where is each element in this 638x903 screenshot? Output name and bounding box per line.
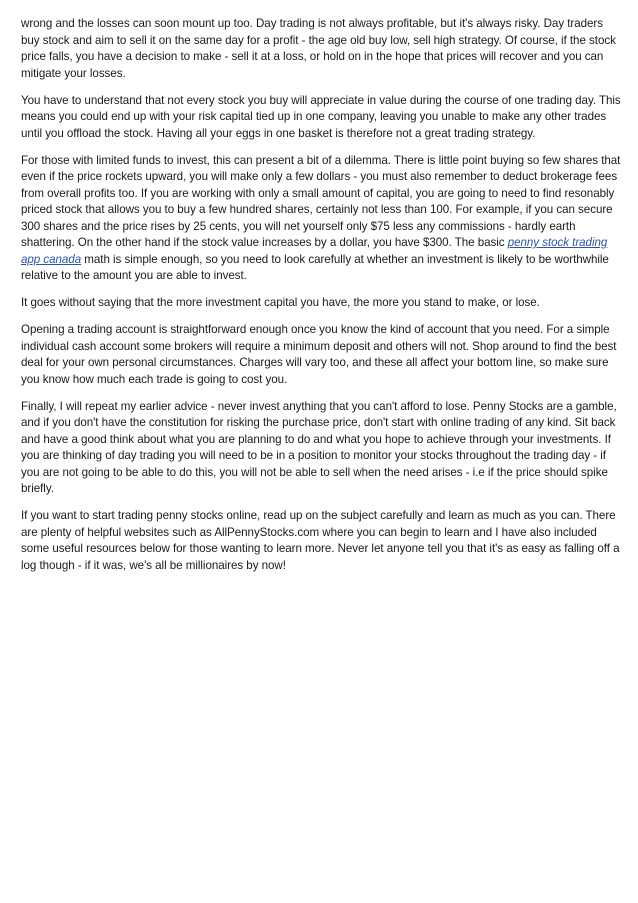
paragraph-opening-account: Opening a trading account is straightforward enough once you know the kind of account that you need. For a simple individual cash account some brokers will require a minimum deposit and others will not. Shop around to find the best deal for your own personal circumstances. Charges will vary too, and these all affect your bottom line, so make sure you know how much each trade is going to cost you. [21,323,617,386]
document-page [21,16,621,585]
paragraph-limited-funds [21,153,621,285]
paragraph-start-trading: If you want to start trading penny stocks online, read up on the subject carefully and learn as much as you can. There are plenty of helpful websites such as AllPennyStocks.com where you can begin to learn and I have also included some useful resources below for those wanting to learn more. Never let anyone tell you that it's as easy as falling off a log though - if it was, we's all be millionaires by now! [21,509,620,572]
paragraph-day-trading-risk: wrong and the losses can soon mount up too. Day trading is not always profitable, but it's always risky. Day traders buy stock and aim to sell it on the same day for a profit - the age old buy low, sell high strategy. Of course, if the stock price falls, you have a decision to make - sell it at a loss, or hold on in the hope that prices will recover and you can mitigate your losses. [21,17,616,80]
paragraph-text-before-link: For those with limited funds to invest, this can present a bit of a dilemma. There is little point buying so few shares that even if the price rockets upward, you will make only a few dollars - you must also remember to deduct brokerage fees from overall profits too. If you are working with only a small amount of capital, you are going to need to find resonably priced stock that allows you to buy a few hundred shares, certainly not less than 100. For example, if you can secure 300 shares and the price rises by 25 cents, you will net yourself only $75 less any commissions - hardly earth shattering. On the other hand if the stock value increases by a dollar, you have $300. The basic [21,153,621,249]
paragraph-final-advice: Finally, I will repeat my earlier advice - never invest anything that you can't afford to lose. Penny Stocks are a gamble, and if you don't have the constitution for risking the purchase price, don't start with online trading of any kind. Sit back and have a good think about what you are planning to do and what you hope to achieve through your investments. If you are thinking of day trading you will need to be in a position to monitor your stocks throughout the trading day - if you are not going to be able to do this, you will not be able to sell when the need arises - i.e if the price should spike briefly. [21,399,617,495]
paragraph-appreciation: You have to understand that not every stock you buy will appreciate in value during the course of one trading day. This means you could end up with your risk capital tied up in one company, leaving you unable to make any other trades until you offload the stock. Having all your eggs in one basket is therefore not a great trading strategy. [21,93,621,140]
penny-stock-app-link[interactable]: penny stock trading app canada [21,236,608,266]
paragraph-investment-capital: It goes without saying that the more investment capital you have, the more you stand to make, or lose. [21,296,540,309]
paragraph-text-after-link: math is simple enough, so you need to look carefully at whether an investment is likely to be worthwhile relative to the amount you are able to invest. [21,252,609,282]
